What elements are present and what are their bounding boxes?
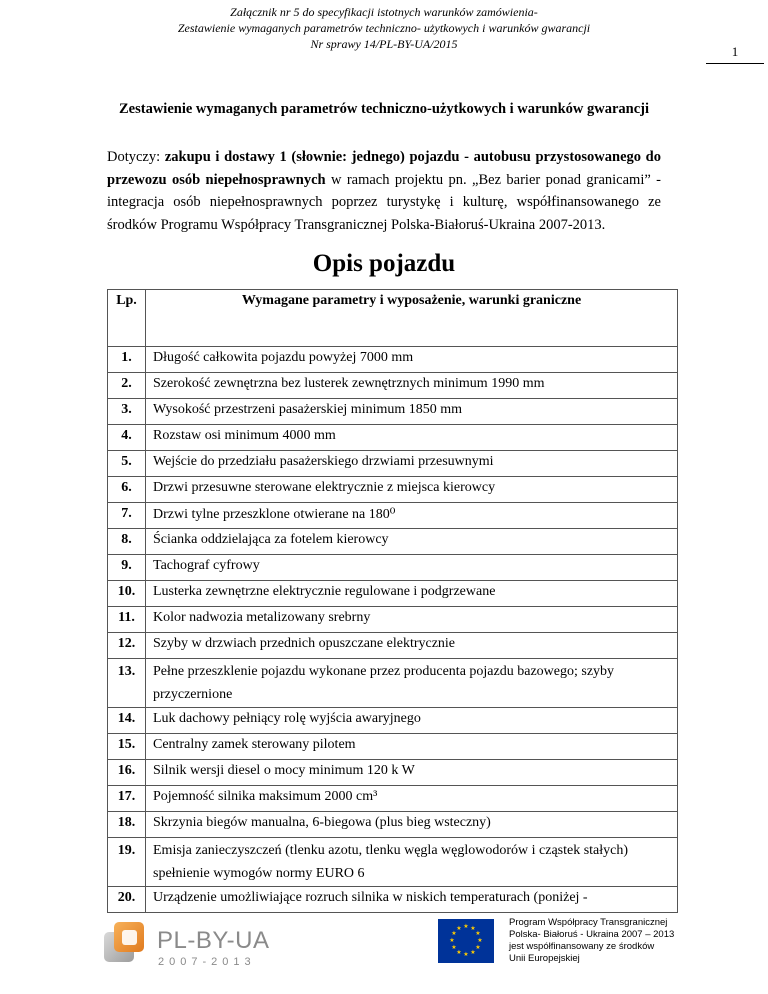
table-row xyxy=(108,708,678,734)
dotyczy-rest: w ramach projektu pn. „Bez barier ponad granicami” - integracja osób niepełnosprawnych poprzez turystykę i kulturę, współfinansowanego ze środków Programu Współpracy Transgranicznej Polska-Białoruś-Ukraina 2007-2013. xyxy=(107,171,661,233)
row-description: Lusterka zewnętrzne elektrycznie regulowane i podgrzewane xyxy=(146,581,678,607)
table-header-row xyxy=(108,290,678,347)
svg-text:★: ★ xyxy=(451,930,457,937)
logo-name: PL-BY-UA xyxy=(157,927,270,954)
row-description: Pojemność silnika maksimum 2000 cm³ xyxy=(146,786,678,812)
row-number: 10. xyxy=(108,581,146,607)
row-number: 20. xyxy=(108,887,146,913)
row-number: 16. xyxy=(108,760,146,786)
svg-text:★: ★ xyxy=(470,949,476,956)
table-row xyxy=(108,451,678,477)
header-line-1: Załącznik nr 5 do specyfikacji istotnych warunków zamówienia- xyxy=(230,5,538,19)
row-description: Drzwi przesuwne sterowane elektrycznie z miejsca kierowcy xyxy=(146,477,678,503)
table-row xyxy=(108,786,678,812)
row-description: Tachograf cyfrowy xyxy=(146,555,678,581)
eu-line-2: Polska- Białoruś - Ukraina 2007 – 2013 xyxy=(509,929,675,940)
row-description: Drzwi tylne przeszklone otwierane na 180⁰ xyxy=(146,503,678,529)
row-number: 18. xyxy=(108,812,146,838)
row-description: Wejście do przedziału pasażerskiego drzwiami przesuwnymi xyxy=(146,451,678,477)
svg-text:★: ★ xyxy=(463,951,469,958)
table-row xyxy=(108,529,678,555)
row-description: Centralny zamek sterowany pilotem xyxy=(146,734,678,760)
row-number: 6. xyxy=(108,477,146,503)
dotyczy-paragraph xyxy=(107,146,661,236)
spec-table xyxy=(107,289,678,913)
svg-text:★: ★ xyxy=(456,925,462,932)
table-row xyxy=(108,477,678,503)
svg-text:★: ★ xyxy=(456,949,462,956)
dotyczy-bold: zakupu i dostawy 1 (słownie: jednego) pojazdu - autobusu przystosowanego do przewozu osób niepełnosprawnych xyxy=(107,149,661,188)
row-description: Luk dachowy pełniący rolę wyjścia awaryjnego xyxy=(146,708,678,734)
row-number: 13. xyxy=(108,659,146,708)
row-number: 3. xyxy=(108,399,146,425)
table-row xyxy=(108,607,678,633)
table-row xyxy=(108,373,678,399)
svg-text:★: ★ xyxy=(451,944,457,951)
header-line-2: Zestawienie wymaganych parametrów techniczno- użytkowych i warunków gwarancji xyxy=(177,21,591,35)
row-number: 2. xyxy=(108,373,146,399)
row-description: Rozstaw osi minimum 4000 mm xyxy=(146,425,678,451)
svg-text:★: ★ xyxy=(449,937,455,944)
row-number: 19. xyxy=(108,838,146,887)
table-row xyxy=(108,347,678,373)
table-row xyxy=(108,399,678,425)
table-row xyxy=(108,633,678,659)
row-number: 8. xyxy=(108,529,146,555)
svg-text:★: ★ xyxy=(470,925,476,932)
row-description: Ścianka oddzielająca za fotelem kierowcy xyxy=(146,529,678,555)
table-row xyxy=(108,812,678,838)
row-number: 9. xyxy=(108,555,146,581)
svg-text:★: ★ xyxy=(463,923,469,930)
table-row xyxy=(108,555,678,581)
row-number: 11. xyxy=(108,607,146,633)
row-number: 4. xyxy=(108,425,146,451)
dotyczy-prefix: Dotyczy: xyxy=(107,149,165,165)
table-row xyxy=(108,659,678,708)
row-description: Silnik wersji diesel o mocy minimum 120 k W xyxy=(146,760,678,786)
row-number: 7. xyxy=(108,503,146,529)
row-description: Kolor nadwozia metalizowany srebrny xyxy=(146,607,678,633)
header-desc: Wymagane parametry i wyposażenie, warunki graniczne xyxy=(146,290,678,347)
table-row xyxy=(108,887,678,913)
page-number: 1 xyxy=(706,44,764,64)
table-row xyxy=(108,760,678,786)
eu-flag-icon xyxy=(438,919,494,963)
header-line-3: Nr sprawy 14/PL-BY-UA/2015 xyxy=(310,37,458,51)
table-row xyxy=(108,838,678,887)
row-number: 12. xyxy=(108,633,146,659)
svg-text:★: ★ xyxy=(475,944,481,951)
row-number: 5. xyxy=(108,451,146,477)
row-description: Emisja zanieczyszczeń (tlenku azotu, tlenku węgla węglowodorów i cząstek stałych) spełnienie wymogów normy EURO 6 xyxy=(146,838,678,887)
row-number: 17. xyxy=(108,786,146,812)
row-description: Pełne przeszklenie pojazdu wykonane przez producenta pojazdu bazowego; szyby przyczernione xyxy=(146,659,678,708)
pl-by-ua-logo xyxy=(102,918,277,974)
logo-years: 2007-2013 xyxy=(158,956,256,968)
svg-text:★: ★ xyxy=(477,937,483,944)
table-row xyxy=(108,581,678,607)
eu-line-1: Program Współpracy Transgranicznej xyxy=(509,917,668,928)
row-description: Szerokość zewnętrzna bez lusterek zewnętrznych minimum 1990 mm xyxy=(146,373,678,399)
section-title: Opis pojazdu xyxy=(312,250,456,277)
row-description: Urządzenie umożliwiające rozruch silnika w niskich temperaturach (poniżej - xyxy=(146,887,678,913)
header-lp: Lp. xyxy=(108,290,146,347)
row-description: Skrzynia biegów manualna, 6-biegowa (plus bieg wsteczny) xyxy=(146,812,678,838)
table-row xyxy=(108,425,678,451)
row-number: 14. xyxy=(108,708,146,734)
eu-line-3: jest współfinansowany ze środków xyxy=(509,941,655,952)
row-number: 15. xyxy=(108,734,146,760)
row-number: 1. xyxy=(108,347,146,373)
table-row xyxy=(108,734,678,760)
eu-cofinancing-text xyxy=(509,917,679,965)
row-description: Długość całkowita pojazdu powyżej 7000 mm xyxy=(146,347,678,373)
svg-text:★: ★ xyxy=(475,930,481,937)
table-row xyxy=(108,503,678,529)
row-description: Szyby w drzwiach przednich opuszczane elektrycznie xyxy=(146,633,678,659)
document-title: Zestawienie wymaganych parametrów techniczno-użytkowych i warunków gwarancji xyxy=(118,101,649,117)
row-description: Wysokość przestrzeni pasażerskiej minimum 1850 mm xyxy=(146,399,678,425)
eu-line-4: Unii Europejskiej xyxy=(509,953,580,964)
